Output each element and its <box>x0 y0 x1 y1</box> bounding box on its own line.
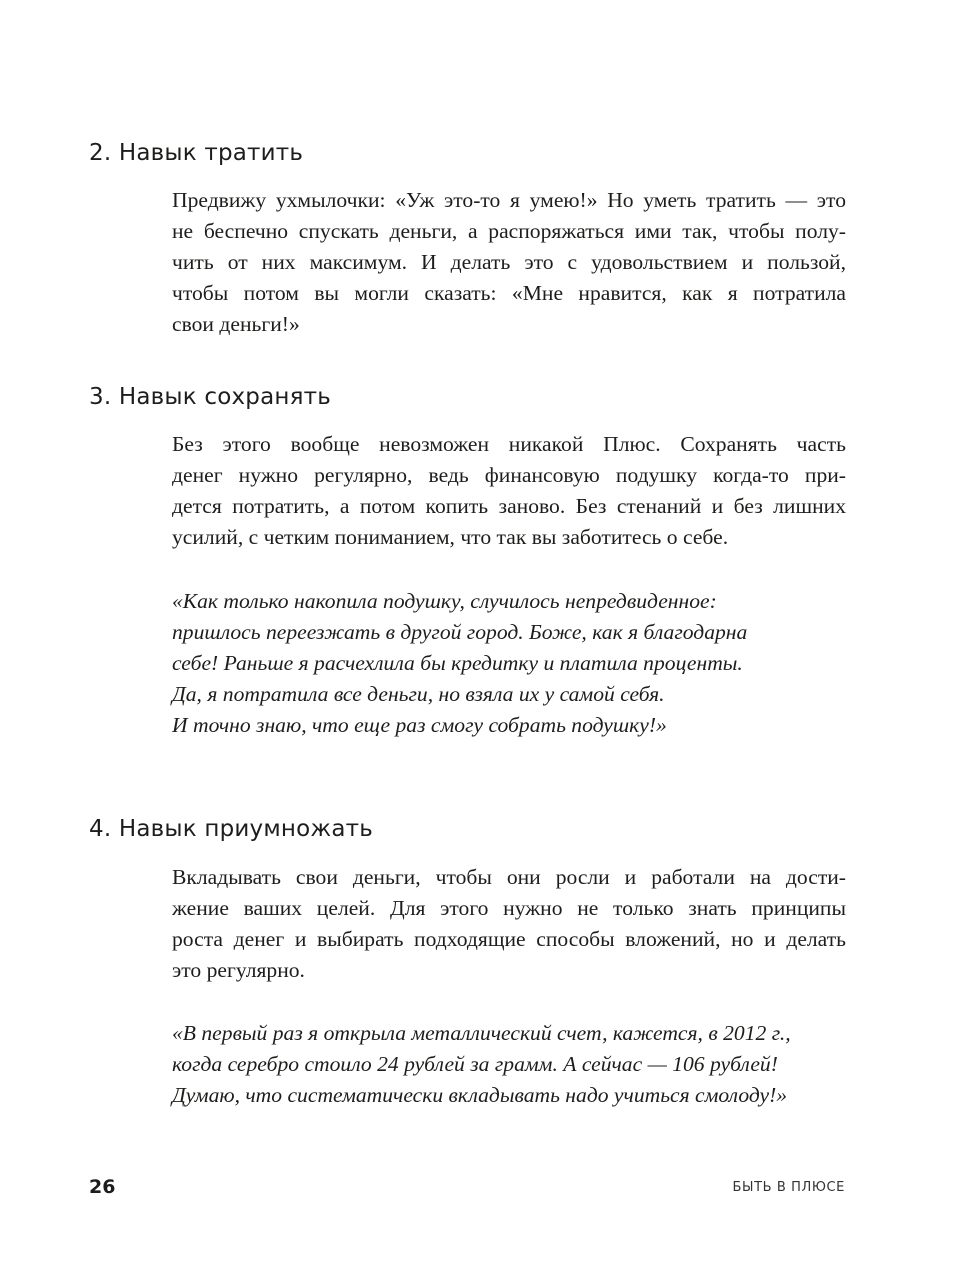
quote-line: пришлось переезжать в другой город. Боже, как я благодарна <box>172 620 748 644</box>
section-heading-investing: 4. Навык приумножать <box>89 816 373 842</box>
quote-line: «Как только накопила подушку, случилось непредвиденное: <box>172 589 717 613</box>
quote-line: Да, я потратила все деньги, но взяла их у самой себя. <box>172 682 665 706</box>
testimonial-quote-saving <box>172 586 852 741</box>
testimonial-quote-investing <box>172 1018 852 1111</box>
paragraph-line: жение ваших целей. Для этого нужно не только знать принципы <box>172 896 846 920</box>
section-paragraph-spending <box>172 185 846 340</box>
section-heading-spending: 2. Навык тратить <box>89 140 304 166</box>
paragraph-line: свои деньги!» <box>172 312 300 336</box>
section-paragraph-investing <box>172 862 846 986</box>
section-paragraph-saving <box>172 429 846 553</box>
quote-line: Думаю, что систематически вкладывать надо учиться смолоду!» <box>172 1083 788 1107</box>
quote-line: когда серебро стоило 24 рублей за грамм. А сейчас — 106 рублей! <box>172 1052 778 1076</box>
paragraph-line: чить от них максимум. И делать это с удовольствием и пользой, <box>172 250 846 274</box>
paragraph-line: Вкладывать свои деньги, чтобы они росли и работали на дости- <box>172 865 846 889</box>
paragraph-line: Без этого вообще невозможен никакой Плюс. Сохранять часть <box>172 432 846 456</box>
paragraph-line: денег нужно регулярно, ведь финансовую подушку когда-то при- <box>172 463 846 487</box>
quote-line: И точно знаю, что еще раз смогу собрать подушку!» <box>172 713 667 737</box>
paragraph-line: усилий, с четким пониманием, что так вы заботитесь о себе. <box>172 525 729 549</box>
paragraph-line: это регулярно. <box>172 958 305 982</box>
quote-line: себе! Раньше я расчехлила бы кредитку и платила проценты. <box>172 651 743 675</box>
running-title: БЫТЬ В ПЛЮСЕ <box>732 1180 845 1195</box>
section-heading-saving: 3. Навык сохранять <box>89 384 332 410</box>
paragraph-line: чтобы потом вы могли сказать: «Мне нравится, как я потратила <box>172 281 846 305</box>
quote-line: «В первый раз я открыла металлический счет, кажется, в 2012 г., <box>172 1021 791 1045</box>
paragraph-line: роста денег и выбирать подходящие способы вложений, но и делать <box>172 927 846 951</box>
paragraph-line: не беспечно спускать деньги, а распоряжаться ими так, чтобы полу- <box>172 219 846 243</box>
paragraph-line: Предвижу ухмылочки: «Уж это-то я умею!» Но уметь тратить — это <box>172 188 846 212</box>
page-number: 26 <box>89 1176 116 1198</box>
paragraph-line: дется потратить, а потом копить заново. Без стенаний и без лишних <box>172 494 846 518</box>
